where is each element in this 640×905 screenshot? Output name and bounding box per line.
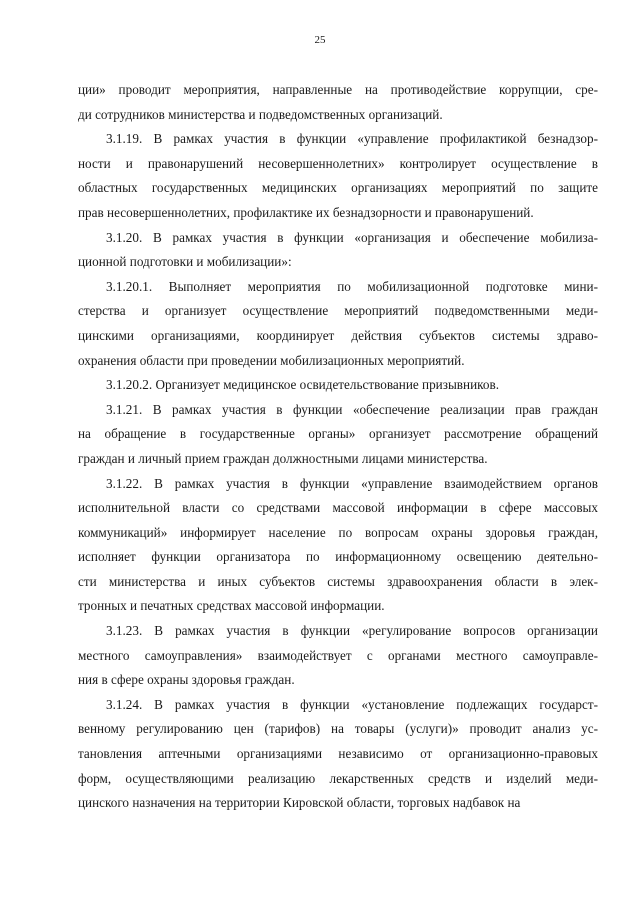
text-line: 3.1.23. В рамках участия в функции «регулирование вопросов организации <box>106 623 598 639</box>
paragraph <box>78 226 598 275</box>
text-line: областных государственных медицинских организациях мероприятий по защите <box>78 180 598 196</box>
text-line: прав несовершеннолетних, профилактике их безнадзорности и правонарушений. <box>78 204 534 220</box>
paragraph <box>78 275 598 373</box>
text-line: 3.1.22. В рамках участия в функции «управление взаимодействием органов <box>106 475 598 491</box>
text-line: исполняет функции организатора по информационному освещению деятельно- <box>78 549 598 565</box>
paragraph <box>78 127 598 225</box>
text-line: коммуникаций» информирует население по вопросам охраны здоровья граждан, <box>78 524 598 540</box>
paragraph <box>78 693 598 816</box>
text-line: граждан и личный прием граждан должностными лицами министерства. <box>78 450 488 466</box>
text-line: цинского назначения на территории Кировской области, торговых надбавок на <box>78 795 521 811</box>
text-line: 3.1.20.1. Выполняет мероприятия по мобилизационной подготовке мини- <box>106 278 598 294</box>
text-line: 3.1.21. В рамках участия в функции «обеспечение реализации прав граждан <box>106 401 598 417</box>
text-line: тронных и печатных средствах массовой информации. <box>78 598 385 614</box>
page-number: 25 <box>314 34 326 46</box>
text-line: ния в сфере охраны здоровья граждан. <box>78 672 295 688</box>
text-line: охранения области при проведении мобилизационных мероприятий. <box>78 352 465 368</box>
text-line: исполнительной власти со средствами массовой информации в сфере массовых <box>78 500 598 516</box>
body-text <box>78 78 598 816</box>
text-line: 3.1.20. В рамках участия в функции «организация и обеспечение мобилиза- <box>106 229 598 245</box>
text-line: 3.1.20.2. Организует медицинское освидетельствование призывников. <box>106 377 499 393</box>
paragraph <box>78 373 598 398</box>
text-line: стерства и организует осуществление мероприятий подведомственными меди- <box>78 303 598 319</box>
text-line: тановления аптечными организациями независимо от организационно-правовых <box>78 746 598 762</box>
text-line: форм, осуществляющими реализацию лекарственных средств и изделий меди- <box>78 770 598 786</box>
paragraph <box>78 398 598 472</box>
paragraph <box>78 619 598 693</box>
paragraph <box>78 78 598 127</box>
text-line: ности и правонарушений несовершеннолетних» контролирует осуществление в <box>78 155 598 171</box>
text-line: цинскими организациями, координирует действия субъектов системы здраво- <box>78 327 598 343</box>
paragraph <box>78 472 598 620</box>
text-line: венному регулированию цен (тарифов) на товары (услуги)» проводит анализ ус- <box>78 721 598 737</box>
text-line: на обращение в государственные органы» организует рассмотрение обращений <box>78 426 598 442</box>
text-line: сти министерства и иных субъектов системы здравоохранения области в элек- <box>78 573 598 589</box>
text-line: ции» проводит мероприятия, направленные на противодействие коррупции, сре- <box>78 82 598 97</box>
text-line: ди сотрудников министерства и подведомственных организаций. <box>78 106 443 122</box>
text-line: 3.1.24. В рамках участия в функции «установление подлежащих государст- <box>106 696 598 712</box>
text-line: местного самоуправления» взаимодействует с органами местного самоуправле- <box>78 647 598 663</box>
text-line: 3.1.19. В рамках участия в функции «управление профилактикой безнадзор- <box>106 131 598 147</box>
text-line: ционной подготовки и мобилизации»: <box>78 254 292 270</box>
